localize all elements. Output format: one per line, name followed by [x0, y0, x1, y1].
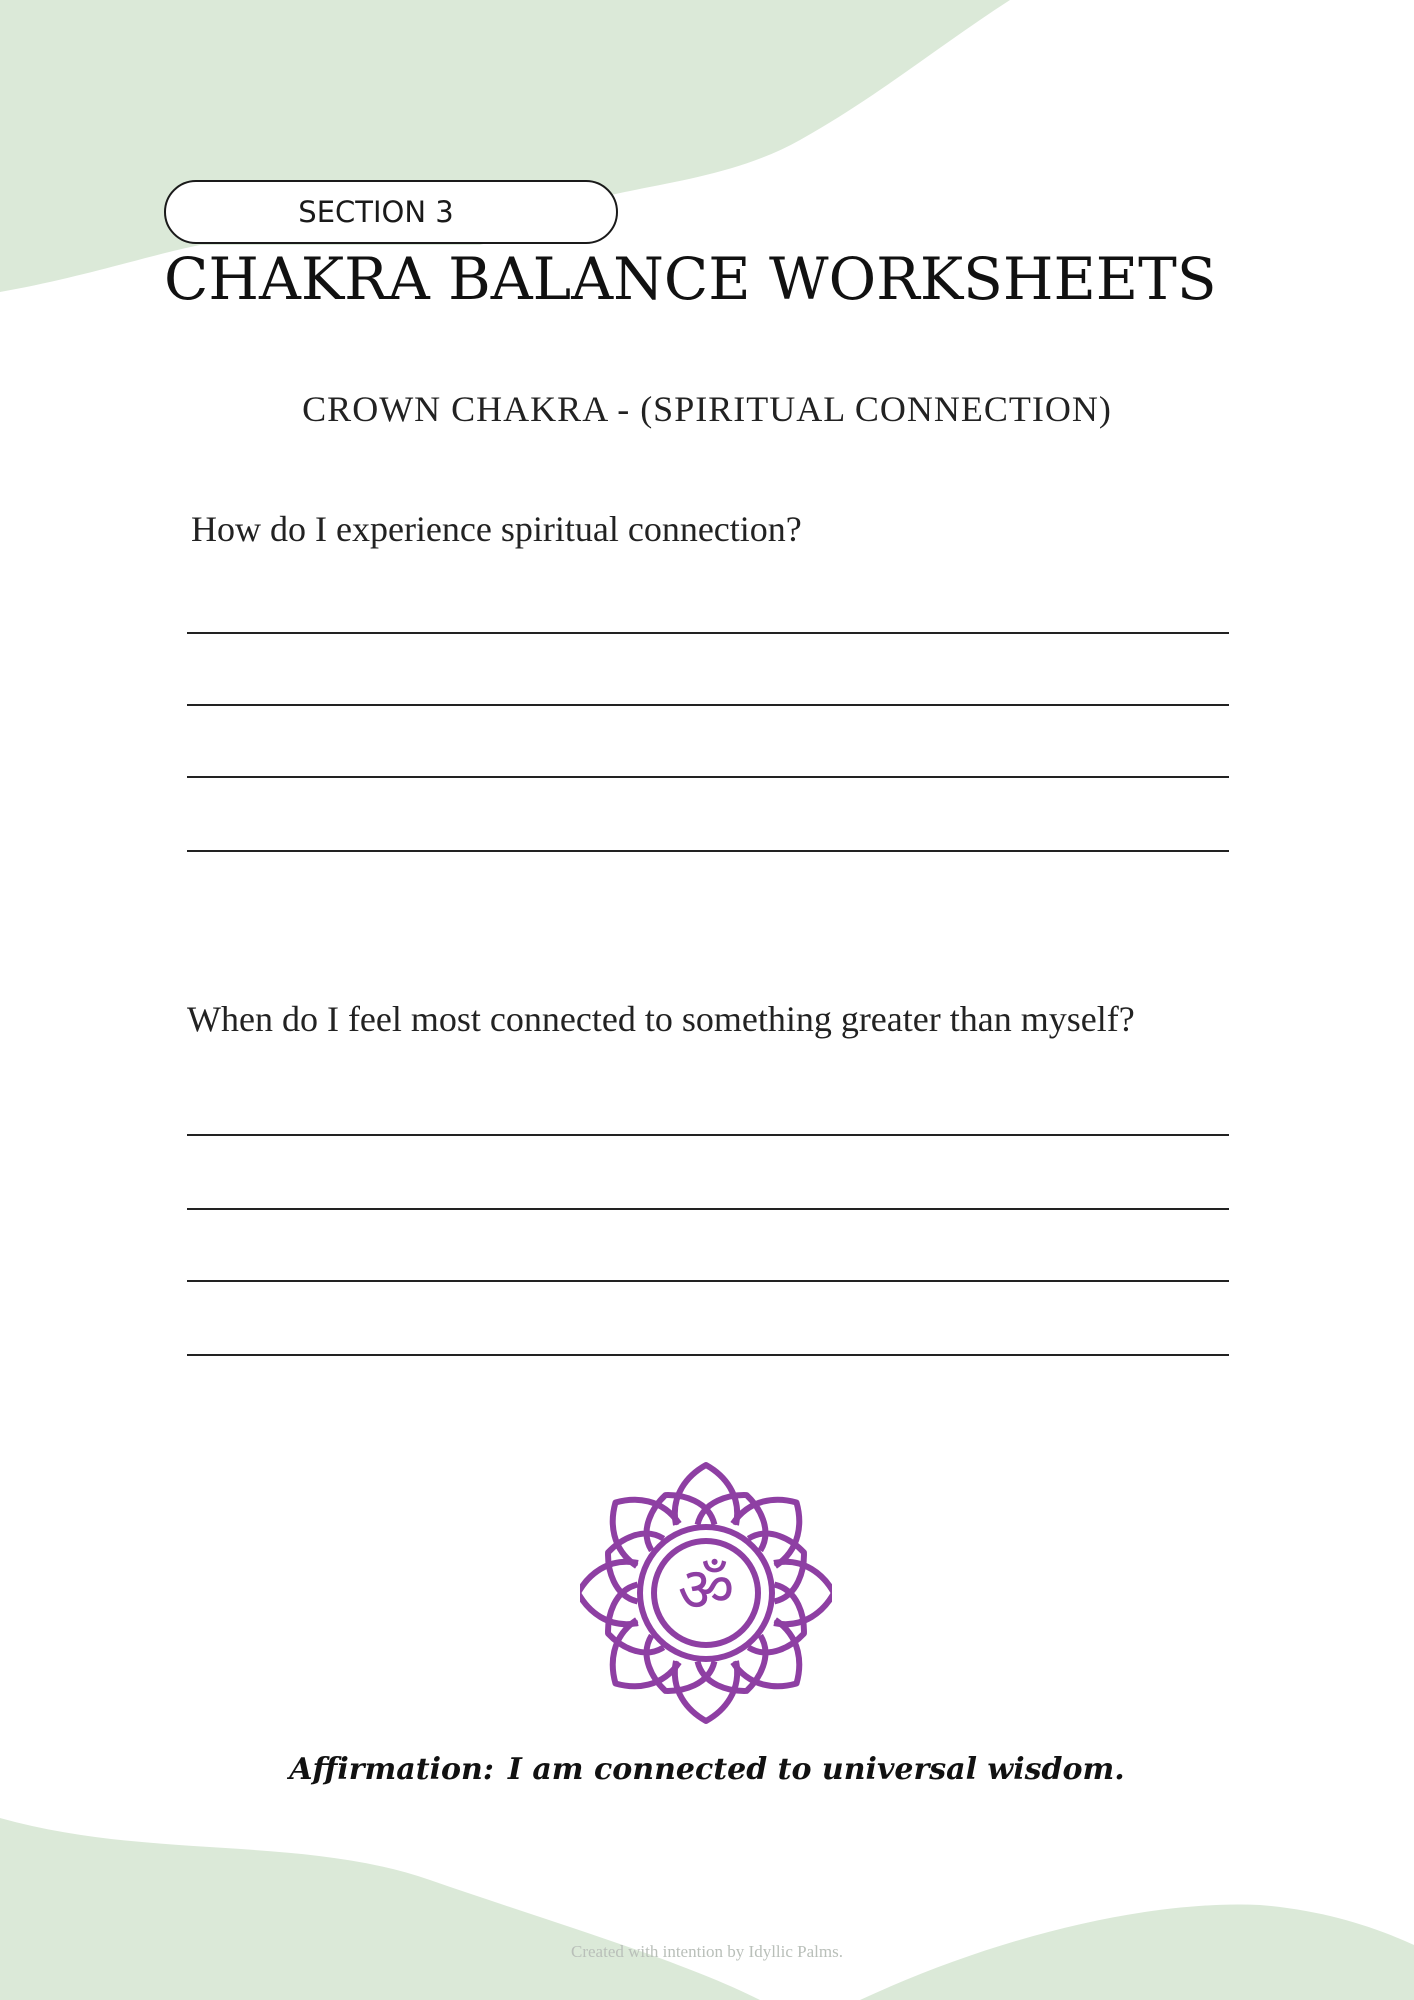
svg-text:ॐ: ॐ [677, 1553, 735, 1626]
affirmation [0, 1752, 1414, 1787]
chakra-subtitle: CROWN CHAKRA - (SPIRITUAL CONNECTION) [302, 389, 1112, 429]
answer-line-q2-2[interactable] [187, 1208, 1229, 1210]
section-badge [164, 180, 618, 244]
footer-credit: Created with intention by Idyllic Palms. [571, 1942, 843, 1961]
answer-line-q1-3[interactable] [187, 776, 1229, 778]
page-title: CHAKRA BALANCE WORKSHEETS [164, 245, 1217, 313]
answer-line-q1-4[interactable] [187, 850, 1229, 852]
answer-line-q2-3[interactable] [187, 1280, 1229, 1282]
answer-line-q1-2[interactable] [187, 704, 1229, 706]
answer-line-q1-1[interactable] [187, 632, 1229, 634]
bottom-left-green-wave [0, 1818, 760, 2000]
answer-line-q2-4[interactable] [187, 1354, 1229, 1356]
question-1: How do I experience spiritual connection? [191, 509, 802, 549]
crown-chakra-om-icon [580, 1458, 832, 1728]
section-label: SECTION 3 [298, 195, 454, 229]
question-2: When do I feel most connected to something greater than myself? [187, 999, 1135, 1039]
affirmation-text: I am connected to universal wisdom. [507, 1752, 1125, 1787]
answer-line-q2-1[interactable] [187, 1134, 1229, 1136]
affirmation-label: Affirmation: [289, 1752, 494, 1787]
